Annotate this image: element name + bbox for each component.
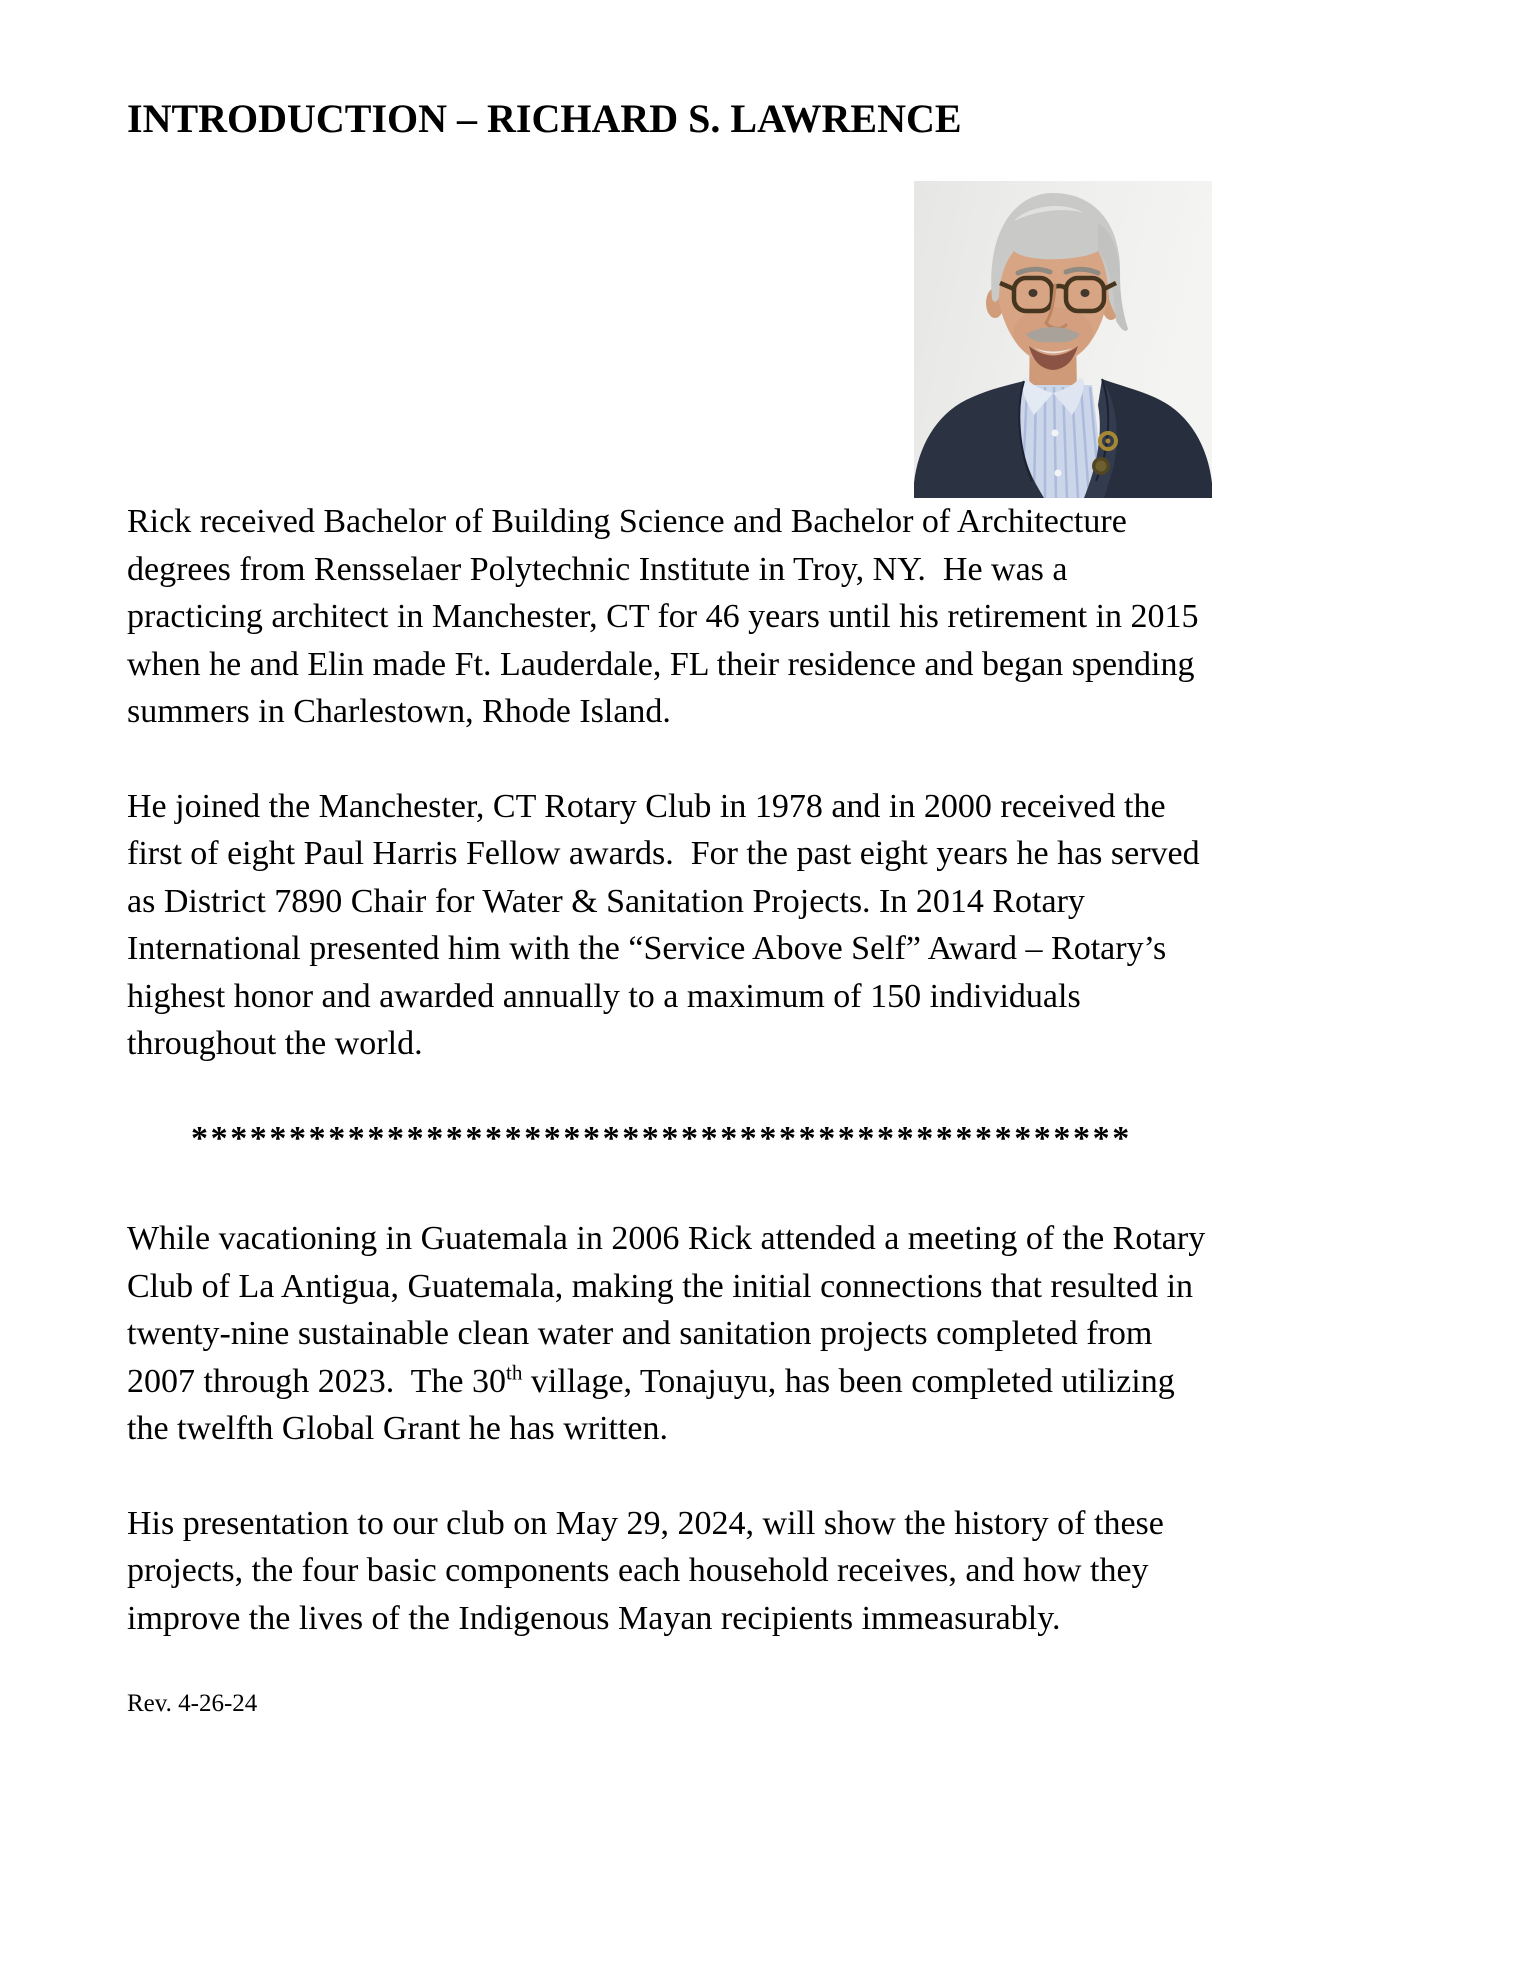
revision-date: Rev. 4-26-24 [127, 1690, 258, 1717]
paragraph-guatemala-projects [127, 1215, 1417, 1453]
paragraph-presentation-info: His presentation to our club on May 29, 2024, will show the history of these projects, the four basic components each household receives, and how they improve the lives of the Indigenous Mayan recipients immeasurably. [127, 1504, 1164, 1637]
page-title: INTRODUCTION – RICHARD S. LAWRENCE [127, 96, 962, 141]
portrait-photo-image [914, 181, 1212, 498]
paragraph-rotary-history: He joined the Manchester, CT Rotary Club in 1978 and in 2000 received the first of eight Paul Harris Fellow awards. For the past eight years he has served as District 7890 Chair for Water & Sanitation Projects. In 2014 Rotary International presented him with the “Service Above Self” Award – Rotary’s highest honor and awarded annually to a maximum of 150 individuals throughout the world. [127, 787, 1200, 1062]
paragraph-education-bio: Rick received Bachelor of Building Science and Bachelor of Architecture degrees from Rensselaer Polytechnic Institute in Troy, NY. He was a practicing architect in Manchester, CT for 46 years until his retirement in 2015 when he and Elin made Ft. Lauderdale, FL their residence and began spending summers in Charlestown, Rhode Island. [127, 503, 1199, 730]
guatemala-text-after-sup: village, Tonajuyu, has been completed utilizing the twelfth Global Grant he has written. [127, 1362, 1175, 1447]
guatemala-text-before-sup: While vacationing in Guatemala in 2006 Rick attended a meeting of the Rotary Club of La Antigua, Guatemala, making the initial connections that resulted in twenty-nine sustainable clean water and sanitation projects completed from 2007 through 2023. The 30 [127, 1220, 1206, 1400]
portrait-photo [914, 181, 1212, 498]
ordinal-superscript: th [506, 1360, 523, 1385]
asterisk-separator: ************************************************ [191, 1119, 1132, 1157]
